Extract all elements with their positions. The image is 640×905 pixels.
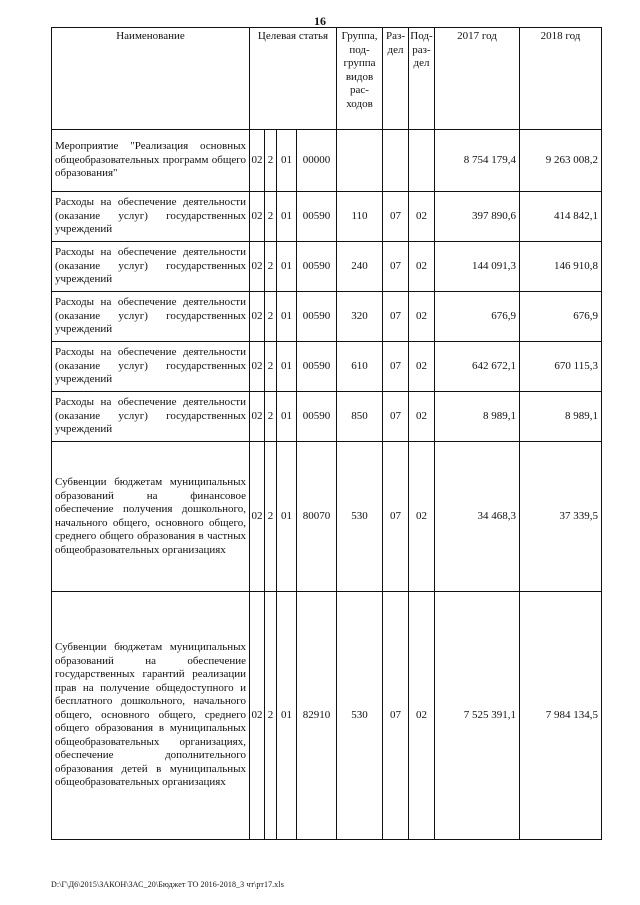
code-part-1: 02 <box>250 342 265 392</box>
row-2017-value: 397 890,6 <box>435 192 520 242</box>
code-part-3: 01 <box>277 130 297 192</box>
row-group: 110 <box>337 192 383 242</box>
row-group: 530 <box>337 592 383 840</box>
row-section: 07 <box>383 292 409 342</box>
row-section: 07 <box>383 392 409 442</box>
code-part-1: 02 <box>250 392 265 442</box>
table-row <box>52 592 602 840</box>
table-row <box>52 242 602 292</box>
row-section: 07 <box>383 192 409 242</box>
code-part-3: 01 <box>277 592 297 840</box>
row-group: 320 <box>337 292 383 342</box>
code-part-1: 02 <box>250 592 265 840</box>
code-part-3: 01 <box>277 342 297 392</box>
code-part-2: 2 <box>265 592 277 840</box>
code-part-2: 2 <box>265 342 277 392</box>
header-2017: 2017 год <box>435 28 520 130</box>
row-2018-value: 8 989,1 <box>520 392 602 442</box>
table-row <box>52 342 602 392</box>
code-part-4: 80070 <box>297 442 337 592</box>
header-target-article: Целевая статья <box>250 28 337 130</box>
row-section <box>383 130 409 192</box>
page-number: 16 <box>314 14 326 28</box>
header-group: Группа, под- группа видов рас- ходов <box>337 28 383 130</box>
code-part-1: 02 <box>250 292 265 342</box>
code-part-4: 00590 <box>297 192 337 242</box>
code-part-2: 2 <box>265 192 277 242</box>
row-2018-value: 146 910,8 <box>520 242 602 292</box>
table-row <box>52 130 602 192</box>
code-part-1: 02 <box>250 442 265 592</box>
row-name: Субвенции бюджетам муниципальных образований на финансовое обеспечение получения дошкольного, начального общего, основного общего, среднего общего образования в частных общеобразовательных организациях <box>52 442 250 592</box>
row-group <box>337 130 383 192</box>
header-subsection: Под- раз- дел <box>409 28 435 130</box>
row-2017-value: 7 525 391,1 <box>435 592 520 840</box>
code-part-3: 01 <box>277 392 297 442</box>
row-subsection: 02 <box>409 592 435 840</box>
row-section: 07 <box>383 442 409 592</box>
code-part-2: 2 <box>265 442 277 592</box>
code-part-4: 00590 <box>297 292 337 342</box>
file-path-footer: D:\Г\Д6\2015\ЗАКОН\ЗАС_20\Бюджет ТО 2016-2018_3 чт\рт17.xls <box>51 880 284 889</box>
table-row <box>52 192 602 242</box>
code-part-3: 01 <box>277 192 297 242</box>
code-part-4: 00000 <box>297 130 337 192</box>
row-2017-value: 642 672,1 <box>435 342 520 392</box>
code-part-3: 01 <box>277 292 297 342</box>
row-2018-value: 670 115,3 <box>520 342 602 392</box>
code-part-3: 01 <box>277 442 297 592</box>
row-2018-value: 676,9 <box>520 292 602 342</box>
header-section: Раз- дел <box>383 28 409 130</box>
row-group: 610 <box>337 342 383 392</box>
row-2018-value: 9 263 008,2 <box>520 130 602 192</box>
row-subsection: 02 <box>409 242 435 292</box>
row-group: 530 <box>337 442 383 592</box>
header-name: Наименование <box>52 28 250 130</box>
row-2017-value: 8 754 179,4 <box>435 130 520 192</box>
code-part-2: 2 <box>265 130 277 192</box>
row-2017-value: 8 989,1 <box>435 392 520 442</box>
table-row <box>52 442 602 592</box>
code-part-3: 01 <box>277 242 297 292</box>
row-group: 240 <box>337 242 383 292</box>
code-part-2: 2 <box>265 392 277 442</box>
row-section: 07 <box>383 242 409 292</box>
table-row <box>52 292 602 342</box>
row-2017-value: 144 091,3 <box>435 242 520 292</box>
code-part-2: 2 <box>265 242 277 292</box>
row-name: Расходы на обеспечение деятельности (оказание услуг) государственных учреждений <box>52 392 250 442</box>
row-2018-value: 414 842,1 <box>520 192 602 242</box>
code-part-2: 2 <box>265 292 277 342</box>
row-name: Расходы на обеспечение деятельности (оказание услуг) государственных учреждений <box>52 342 250 392</box>
header-row <box>52 28 602 130</box>
row-name: Субвенции бюджетам муниципальных образований на обеспечение государственных гарантий реализации прав на получение общедоступного и бесплатного дошкольного, начального общего, основного общего, среднего общего образования в муниципальных общеобразовательных организациях, обеспечение дополнительного образования детей в муниципальных общеобразовательных организациях <box>52 592 250 840</box>
row-name: Расходы на обеспечение деятельности (оказание услуг) государственных учреждений <box>52 242 250 292</box>
row-section: 07 <box>383 592 409 840</box>
row-group: 850 <box>337 392 383 442</box>
row-subsection: 02 <box>409 292 435 342</box>
code-part-4: 82910 <box>297 592 337 840</box>
code-part-4: 00590 <box>297 242 337 292</box>
row-name: Расходы на обеспечение деятельности (оказание услуг) государственных учреждений <box>52 192 250 242</box>
row-2018-value: 37 339,5 <box>520 442 602 592</box>
code-part-1: 02 <box>250 192 265 242</box>
code-part-4: 00590 <box>297 342 337 392</box>
code-part-1: 02 <box>250 130 265 192</box>
row-name: Расходы на обеспечение деятельности (оказание услуг) государственных учреждений <box>52 292 250 342</box>
row-2018-value: 7 984 134,5 <box>520 592 602 840</box>
row-subsection: 02 <box>409 342 435 392</box>
row-name: Мероприятие "Реализация основных общеобразовательных программ общего образования" <box>52 130 250 192</box>
row-2017-value: 34 468,3 <box>435 442 520 592</box>
budget-table <box>51 27 602 840</box>
code-part-1: 02 <box>250 242 265 292</box>
row-subsection <box>409 130 435 192</box>
row-subsection: 02 <box>409 392 435 442</box>
row-section: 07 <box>383 342 409 392</box>
header-2018: 2018 год <box>520 28 602 130</box>
row-subsection: 02 <box>409 192 435 242</box>
table-row <box>52 392 602 442</box>
row-2017-value: 676,9 <box>435 292 520 342</box>
code-part-4: 00590 <box>297 392 337 442</box>
row-subsection: 02 <box>409 442 435 592</box>
